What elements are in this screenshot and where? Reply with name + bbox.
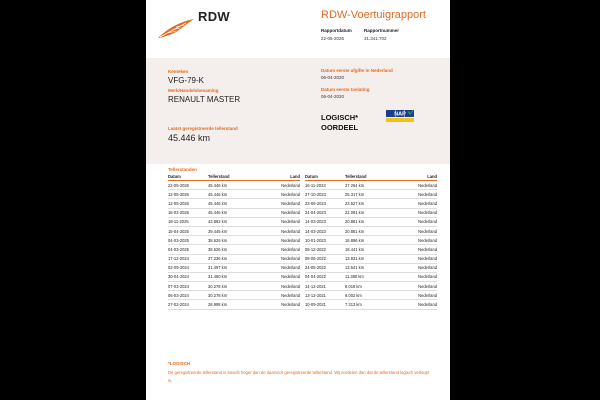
footnote-text: De geregistreerde tellerstand is steeds hoger dan de daarvoor geregistreerde tellerstand. Wij oordelen dan dat de tellerstand logisch verloopt is. <box>168 370 430 383</box>
row-country: Nederland <box>248 236 300 245</box>
row-country: Nederland <box>248 282 300 291</box>
row-country: Nederland <box>385 282 437 291</box>
plate-label: Kenteken <box>168 69 189 74</box>
row-odometer: 45.446 km <box>208 199 248 208</box>
row-odometer: 23.527 km <box>345 199 385 208</box>
row-date: 17-12-2024 <box>168 254 208 263</box>
table-row <box>168 236 300 245</box>
row-odometer: 11.388 km <box>345 272 385 281</box>
row-country: Nederland <box>248 300 300 309</box>
row-country: Nederland <box>248 190 300 199</box>
row-date: 04-03-2025 <box>168 236 208 245</box>
row-date: 18-11-2025 <box>168 217 208 226</box>
row-odometer: 39.445 km <box>208 226 248 235</box>
table-row <box>305 272 437 281</box>
row-country: Nederland <box>385 217 437 226</box>
table-row <box>168 282 300 291</box>
row-country: Nederland <box>385 300 437 309</box>
row-odometer: 13.931 km <box>345 254 385 263</box>
row-date: 27-10-2023 <box>305 190 345 199</box>
row-date: 24-05-2022 <box>305 263 345 272</box>
row-country: Nederland <box>385 263 437 272</box>
row-country: Nederland <box>385 245 437 254</box>
table-row <box>305 245 437 254</box>
row-odometer: 43.862 km <box>208 217 248 226</box>
judgement-line-2: OORDEEL <box>321 122 359 132</box>
column-header-country: Land <box>385 173 437 181</box>
row-odometer: 27.264 km <box>345 181 385 190</box>
row-country: Nederland <box>248 263 300 272</box>
row-country: Nederland <box>248 199 300 208</box>
table-row <box>305 282 437 291</box>
table-row <box>168 245 300 254</box>
model-value: RENAULT MASTER <box>168 95 241 104</box>
brand-name: RDW <box>198 9 230 24</box>
table-row <box>168 208 300 217</box>
row-date: 13-12-2021 <box>305 291 345 300</box>
row-country: Nederland <box>248 254 300 263</box>
row-odometer: 45.446 km <box>208 208 248 217</box>
row-date: 14-03-2023 <box>305 226 345 235</box>
table-row <box>305 190 437 199</box>
table-row <box>168 254 300 263</box>
row-date: 27-02-2024 <box>168 300 208 309</box>
row-country: Nederland <box>385 226 437 235</box>
column-header-country: Land <box>248 173 300 181</box>
odometer-section-title: Tellerstanden <box>168 167 197 172</box>
column-header-odometer: Tellerstand <box>208 173 248 181</box>
row-date: 15-04-2025 <box>168 226 208 235</box>
first-admission-value: 06-04-2020 <box>321 94 345 99</box>
row-date: 12-05-2026 <box>168 199 208 208</box>
row-date: 23-06-2023 <box>305 199 345 208</box>
row-country: Nederland <box>385 291 437 300</box>
table-row <box>168 199 300 208</box>
row-date: 10-09-2021 <box>305 300 345 309</box>
model-label: Merk/Handelsbenaming <box>168 88 219 93</box>
table-row <box>305 181 437 190</box>
table-header-row <box>168 173 300 181</box>
row-country: Nederland <box>248 272 300 281</box>
table-row <box>305 199 437 208</box>
first-registration-nl-label: Datum eerste afgifte in Nederland <box>321 68 393 73</box>
row-country: Nederland <box>248 226 300 235</box>
table-header-row <box>305 173 437 181</box>
odometer-table-left <box>168 173 300 310</box>
table-row <box>305 226 437 235</box>
table-row <box>305 300 437 309</box>
column-header-date: Datum <box>305 173 345 181</box>
row-odometer: 30.278 km <box>208 291 248 300</box>
row-country: Nederland <box>385 272 437 281</box>
row-odometer: 31.460 km <box>208 272 248 281</box>
odometer-judgement <box>321 113 381 132</box>
table-row <box>168 300 300 309</box>
table-row <box>305 217 437 226</box>
table-row <box>168 217 300 226</box>
row-odometer: 9.018 km <box>345 282 385 291</box>
row-odometer: 9.002 km <box>345 291 385 300</box>
row-date: 02-09-2024 <box>168 263 208 272</box>
report-date-label: Rapportdatum <box>321 28 352 33</box>
report-date-value: 22-05-2026 <box>321 36 345 41</box>
row-date: 07-03-2024 <box>168 282 208 291</box>
nap-logo-icon <box>386 110 414 122</box>
table-row <box>305 208 437 217</box>
column-header-date: Datum <box>168 173 208 181</box>
row-date: 10-01-2023 <box>305 236 345 245</box>
row-odometer: 38.626 km <box>208 236 248 245</box>
row-country: Nederland <box>248 245 300 254</box>
plate-value: VFG-79-K <box>168 76 205 85</box>
row-date: 30-04-2024 <box>168 272 208 281</box>
odometer-table-right <box>305 173 437 310</box>
report-number-value: 31.341.702 <box>364 36 387 41</box>
row-odometer: 45.446 km <box>208 190 248 199</box>
rdw-feather-logo <box>156 18 196 40</box>
table-row <box>168 272 300 281</box>
row-odometer: 30.278 km <box>208 282 248 291</box>
judgement-line-1: LOGISCH* <box>321 113 359 122</box>
row-date: 24-04-2023 <box>305 208 345 217</box>
column-header-odometer: Tellerstand <box>345 173 385 181</box>
row-country: Nederland <box>385 181 437 190</box>
row-odometer: 13.641 km <box>345 263 385 272</box>
row-country: Nederland <box>248 208 300 217</box>
row-country: Nederland <box>385 208 437 217</box>
row-odometer: 18.441 km <box>345 245 385 254</box>
table-row <box>305 263 437 272</box>
row-odometer: 20.881 km <box>345 226 385 235</box>
row-odometer: 25.317 km <box>345 190 385 199</box>
table-row <box>168 181 300 190</box>
row-odometer: 37.236 km <box>208 254 248 263</box>
row-country: Nederland <box>385 190 437 199</box>
row-date: 16-02-2026 <box>168 208 208 217</box>
last-odometer-label: Laatst geregistreerde tellerstand <box>168 126 238 131</box>
row-odometer: 38.626 km <box>208 245 248 254</box>
row-date: 14-12-2021 <box>305 282 345 291</box>
vehicle-report-page <box>146 0 450 400</box>
last-odometer-value: 45.446 km <box>168 133 211 143</box>
first-admission-label: Datum eerste toelating <box>321 87 370 92</box>
table-row <box>305 291 437 300</box>
table-row <box>168 263 300 272</box>
row-date: 05-12-2022 <box>305 245 345 254</box>
table-row <box>305 236 437 245</box>
row-odometer: 22.091 km <box>345 208 385 217</box>
first-registration-nl-value: 06-04-2020 <box>321 75 345 80</box>
row-odometer: 18.896 km <box>345 236 385 245</box>
row-country: Nederland <box>385 254 437 263</box>
row-country: Nederland <box>248 181 300 190</box>
report-number-label: Rapportnummer <box>364 28 400 33</box>
row-date: 04-03-2025 <box>168 245 208 254</box>
row-country: Nederland <box>385 199 437 208</box>
row-country: Nederland <box>248 291 300 300</box>
nap-logo-text: NAP <box>394 111 406 118</box>
row-country: Nederland <box>248 217 300 226</box>
row-date: 12-05-2026 <box>168 190 208 199</box>
row-date: 22-05-2026 <box>168 181 208 190</box>
table-row <box>168 190 300 199</box>
row-odometer: 7.313 km <box>345 300 385 309</box>
report-title: RDW-Voertuigrapport <box>321 9 426 21</box>
table-row <box>168 291 300 300</box>
row-odometer: 31.497 km <box>208 263 248 272</box>
row-country: Nederland <box>385 236 437 245</box>
row-date: 14-03-2023 <box>305 217 345 226</box>
row-date: 08-06-2022 <box>305 254 345 263</box>
row-date: 06-03-2024 <box>168 291 208 300</box>
footnote-title: *LOGISCH <box>168 361 191 366</box>
row-date: 16-11-2023 <box>305 181 345 190</box>
row-odometer: 28.998 km <box>208 300 248 309</box>
row-odometer: 20.881 km <box>345 217 385 226</box>
row-date: 04-04-2022 <box>305 272 345 281</box>
table-row <box>168 226 300 235</box>
table-row <box>305 254 437 263</box>
row-odometer: 45.446 km <box>208 181 248 190</box>
